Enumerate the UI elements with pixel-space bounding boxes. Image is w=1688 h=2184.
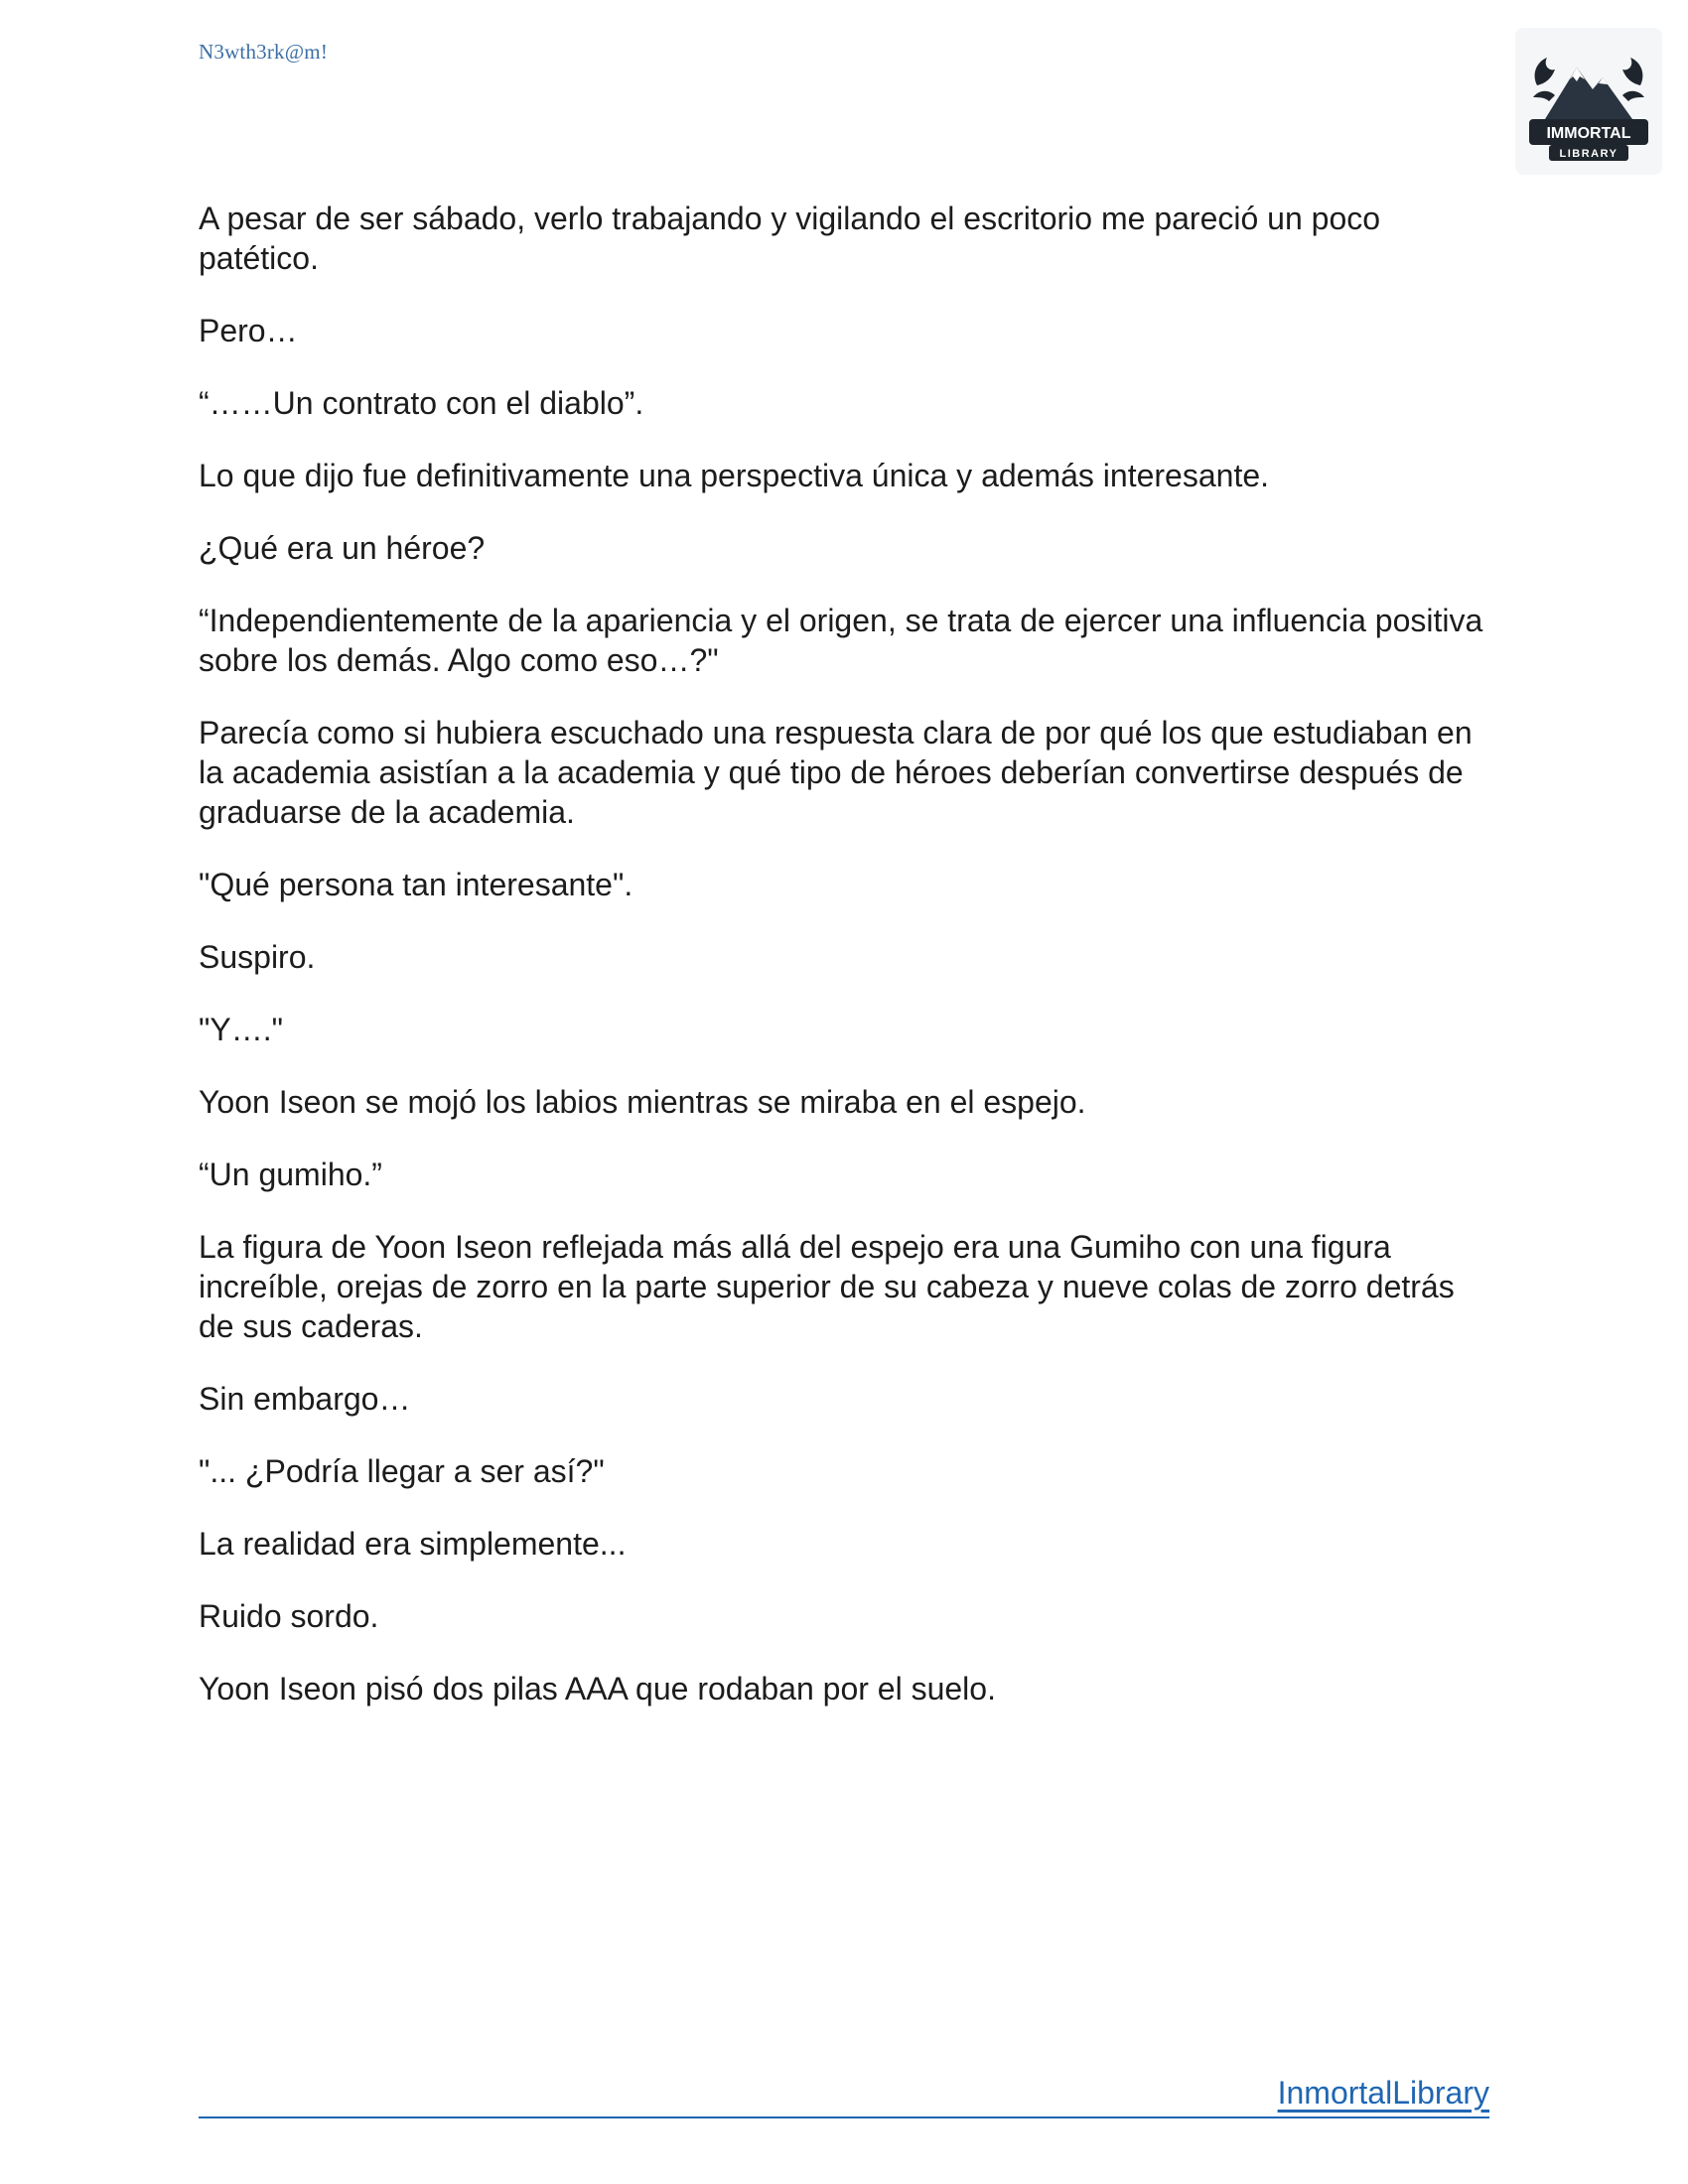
page-footer <box>199 2075 1489 2115</box>
header-note: N3wth3rk@m! <box>199 40 329 64</box>
paragraph: "Qué persona tan interesante". <box>199 867 633 902</box>
paragraph: Yoon Iseon se mojó los labios mientras se miraba en el espejo. <box>199 1084 1086 1120</box>
paragraph: "Y…." <box>199 1012 283 1047</box>
paragraph: Pero… <box>199 313 298 348</box>
logo-emblem-icon <box>1515 28 1662 175</box>
paragraph: "... ¿Podría llegar a ser así?" <box>199 1453 605 1489</box>
paragraph: Lo que dijo fue definitivamente una perspectiva única y además interesante. <box>199 458 1270 493</box>
logo-text-line1: IMMORTAL <box>1546 125 1631 142</box>
paragraph: “Independientemente de la apariencia y el origen, se trata de ejercer una influencia positiva sobre los demás. Algo como eso…?" <box>199 603 1483 678</box>
document-body <box>199 199 1489 1741</box>
paragraph: Suspiro. <box>199 939 316 975</box>
footer-link[interactable]: InmortalLibrary <box>1277 2075 1489 2111</box>
paragraph: Sin embargo… <box>199 1381 411 1417</box>
paragraph: A pesar de ser sábado, verlo trabajando y vigilando el escritorio me pareció un poco patético. <box>199 201 1381 276</box>
logo-text-line2: LIBRARY <box>1559 148 1618 160</box>
paragraph: “Un gumiho.” <box>199 1157 382 1192</box>
paragraph: La figura de Yoon Iseon reflejada más allá del espejo era una Gumiho con una figura increíble, orejas de zorro en la parte superior de su cabeza y nueve colas de zorro detrás de sus caderas. <box>199 1229 1455 1344</box>
paragraph: ¿Qué era un héroe? <box>199 530 486 566</box>
paragraph: Ruido sordo. <box>199 1598 379 1634</box>
paragraph: La realidad era simplemente... <box>199 1526 627 1562</box>
immortal-library-logo <box>1515 28 1662 175</box>
footer-divider <box>199 2116 1489 2118</box>
paragraph: Parecía como si hubiera escuchado una respuesta clara de por qué los que estudiaban en la academia asistían a la academia y qué tipo de héroes deberían convertirse después de graduarse de la academia. <box>199 715 1473 830</box>
paragraph: “……Un contrato con el diablo”. <box>199 385 644 421</box>
paragraph: Yoon Iseon pisó dos pilas AAA que rodaban por el suelo. <box>199 1671 996 1706</box>
